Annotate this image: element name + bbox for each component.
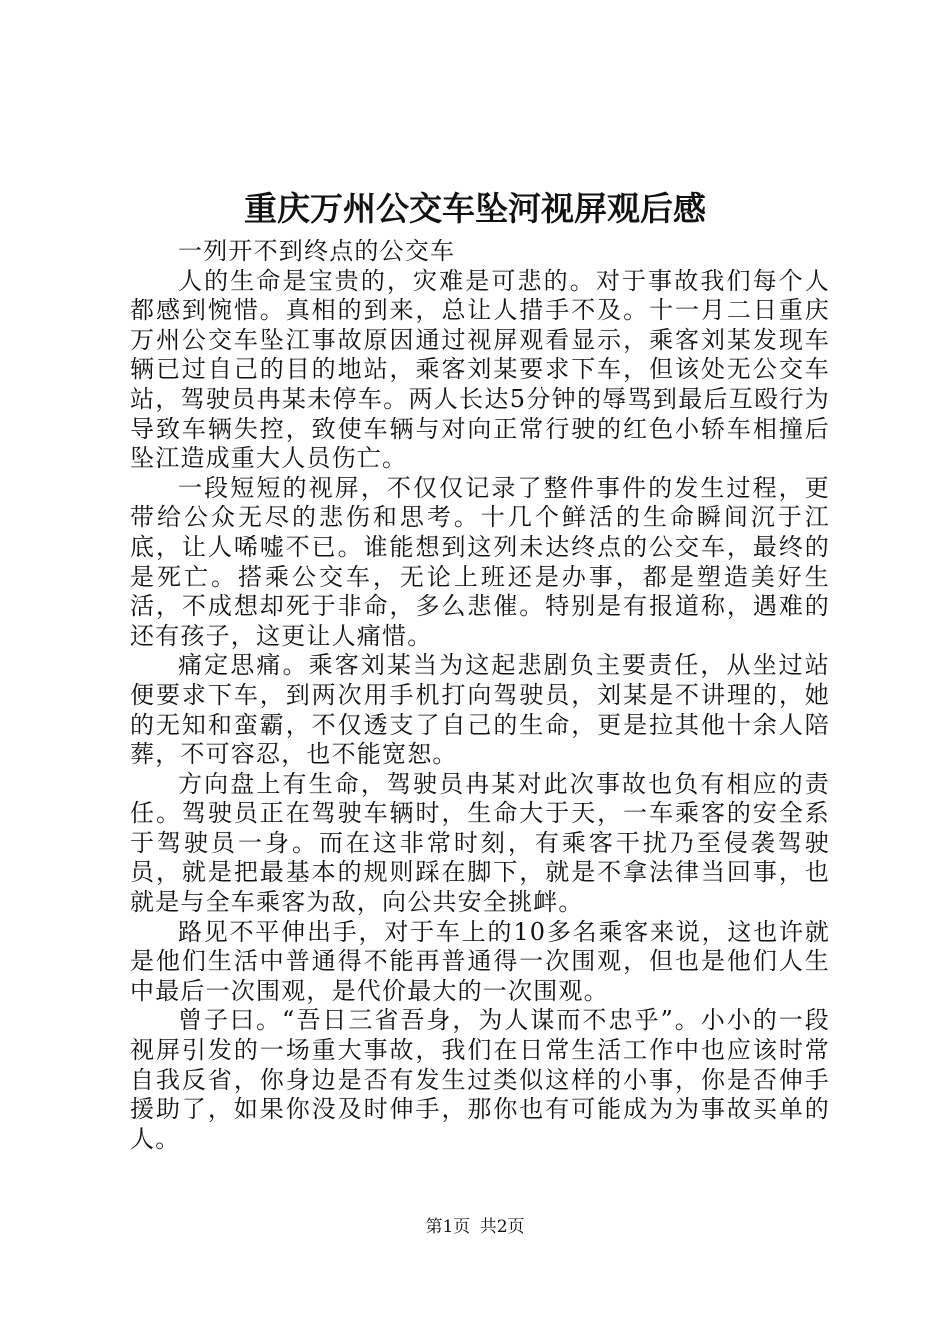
document-body <box>130 237 830 1154</box>
page-footer <box>0 1216 950 1238</box>
document-title: 重庆万州公交车坠河视屏观后感 <box>244 189 706 228</box>
paragraph-2: 一段短短的视屏，不仅仅记录了整件事件的发生过程，更带给公众无尽的悲伤和思考。十几个鲜活的生命瞬间沉于江底，让人唏嘘不已。谁能想到这列未达终点的公交车，最终的是死亡。搭乘公交车，无论上班还是办事，都是塑造美好生活，不成想却死于非命，多么悲催。特别是有报道称，遇难的还有孩子，这更让人痛惜。 <box>130 473 830 650</box>
page-number: 第1页 <box>425 1217 471 1237</box>
paragraph-4: 方向盘上有生命，驾驶员冉某对此次事故也负有相应的责任。驾驶员正在驾驶车辆时，生命大于天，一车乘客的安全系于驾驶员一身。而在这非常时刻，有乘客干扰乃至侵袭驾驶员，就是把最基本的规则踩在脚下，就是不拿法律当回事，也就是与全车乘客为敌，向公共安全挑衅。 <box>130 769 830 917</box>
paragraph-1: 人的生命是宝贵的，灾难是可悲的。对于事故我们每个人都感到惋惜。真相的到来，总让人措手不及。十一月二日重庆万州公交车坠江事故原因通过视屏观看显示，乘客刘某发现车辆已过自己的目的地站，乘客刘某要求下车，但该处无公交车站，驾驶员冉某未停车。两人长达5分钟的辱骂到最后互殴行为导致车辆失控，致使车辆与对向正常行驶的红色小轿车相撞后坠江造成重大人员伤亡。 <box>130 266 830 473</box>
paragraph-5: 路见不平伸出手，对于车上的10多名乘客来说，这也许就是他们生活中普通得不能再普通得一次围观，但也是他们人生中最后一次围观，是代价最大的一次围观。 <box>130 917 830 1005</box>
paragraph-6: 曾子曰。“吾日三省吾身，为人谋而不忠乎”。小小的一段视屏引发的一场重大事故，我们在日常生活工作中也应该时常自我反省，你身边是否有发生过类似这样的小事，你是否伸手援助了，如果你没及时伸手，那你也有可能成为为事故买单的人。 <box>130 1006 830 1153</box>
document-subtitle: 一列开不到终点的公交车 <box>178 237 456 265</box>
page-total: 共2页 <box>479 1217 525 1237</box>
paragraph-3: 痛定思痛。乘客刘某当为这起悲剧负主要责任，从坐过站便要求下车，到两次用手机打向驾驶员，刘某是不讲理的，她的无知和蛮霸，不仅透支了自己的生命，更是拉其他十余人陪葬，不可容忍，也不能宽恕。 <box>130 651 830 769</box>
